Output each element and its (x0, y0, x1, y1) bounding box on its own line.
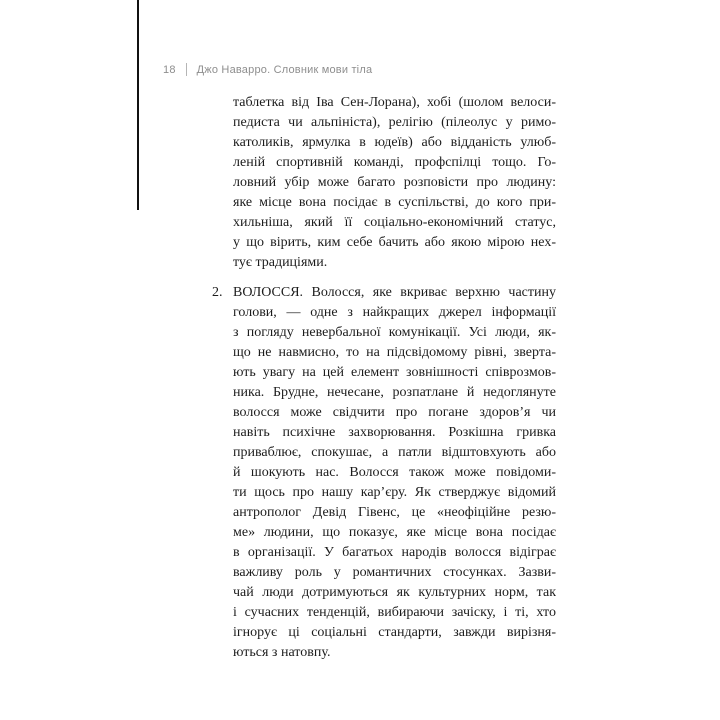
text-line: ігнорує ці соціальні стандарти, завжди вирізня- (233, 625, 556, 640)
text-line: ника. Брудне, нечесане, розпатлане й недоглянуте (233, 385, 556, 400)
body-text-block (212, 93, 556, 663)
text-line: в організації. У багатьох народів волосся відіграє (233, 545, 556, 560)
text-line: ють увагу на цей елемент зовнішності співрозмов- (233, 365, 556, 380)
text-line: католиків, ярмулка в юдеїв) або відданість улюб- (233, 135, 556, 150)
text-line: і сучасних тенденцій, вибираючи зачіску, і ті, хто (233, 605, 556, 620)
entry-volossia (212, 283, 556, 663)
text-line: чай люди дотримуються як культурних норм, так (233, 585, 556, 600)
text-line: ти щось про нашу кар’єру. Як стверджує відомий (233, 485, 556, 500)
text-line: з погляду невербальної комунікації. Усі люди, як- (233, 325, 556, 340)
text-line: що не навмисно, то на підсвідомому рівні, зверта- (233, 345, 556, 360)
text-line: ються з натовпу. (233, 645, 331, 660)
entry-lines (233, 283, 556, 663)
header-divider (186, 63, 187, 76)
page-number: 18 (163, 63, 176, 76)
text-line: ВОЛОССЯ. Волосся, яке вкриває верхню частину (233, 285, 556, 300)
text-line: волосся може свідчити про погане здоров’я чи (233, 405, 556, 420)
left-margin-rule (137, 0, 139, 210)
text-line: таблетка від Іва Сен-Лорана), хобі (шолом велоси- (233, 95, 556, 110)
text-line: антрополог Девід Гівенс, це «неофіційне резю- (233, 505, 556, 520)
paragraph-continuation (233, 93, 556, 273)
text-line: яке місце вона посідає в суспільстві, до кого при- (233, 195, 556, 210)
text-line: важливу роль у романтичних стосунках. Зазви- (233, 565, 556, 580)
paragraph-lines (233, 93, 556, 273)
text-line: ме» людини, що показує, яке місце вона посідає (233, 525, 556, 540)
text-line: хильніша, який її соціально-економічний статус, (233, 215, 556, 230)
text-line: приваблює, спокушає, а патли відштовхують або (233, 445, 556, 460)
text-line: ловний убір може багато розповісти про людину: (233, 175, 556, 190)
running-header (163, 63, 372, 76)
text-line: й шокують нас. Волосся також може повідоми- (233, 465, 556, 480)
header-title: Джо Наварро. Словник мови тіла (196, 63, 373, 76)
text-line: леній спортивній команді, профспілці тощо. Го- (233, 155, 556, 170)
text-line: голови, — одне з найкращих джерел інформації (233, 305, 556, 320)
text-line: тує традиціями. (233, 255, 328, 270)
text-line: у що вірить, ким себе бачить або якою мірою нех- (233, 235, 556, 250)
text-line: педиста чи альпініста), релігію (пілеолус у римо- (233, 115, 556, 130)
entry-number: 2. (212, 285, 223, 300)
text-line: навіть психічне захворювання. Розкішна гривка (233, 425, 556, 440)
